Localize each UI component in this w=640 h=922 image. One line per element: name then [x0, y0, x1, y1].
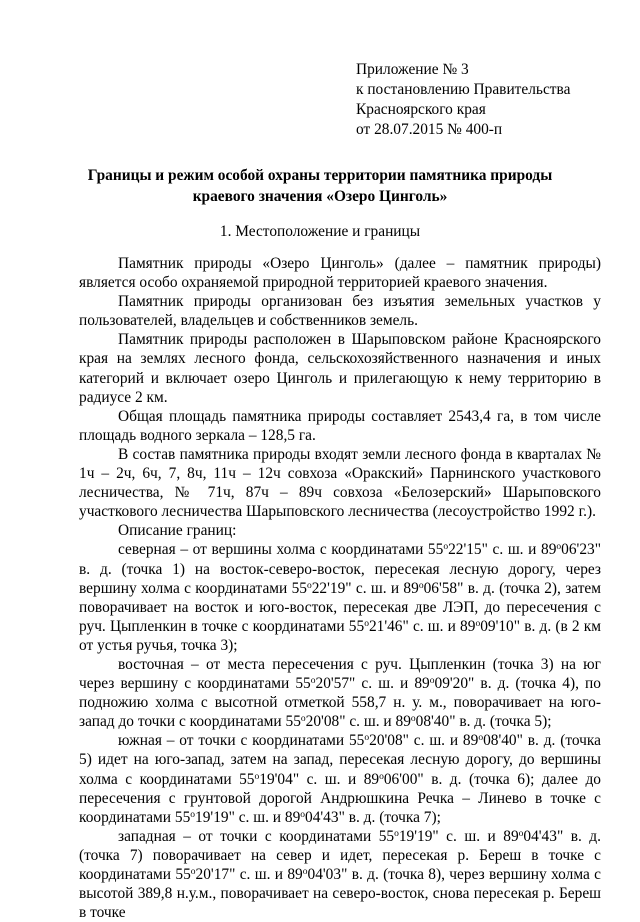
degree-sign: o [475, 618, 481, 629]
degree-sign: o [254, 771, 260, 782]
document-title-line-1: Границы и режим особой охраны территории памятника природы [87, 167, 553, 184]
degree-sign: o [190, 809, 196, 820]
paragraph-west-boundary: западная – от точки с координатами 55$^o$19'19" с. ш. и 89$^o$04'43" в. д. (точка 7) поворачивает на север и идет, пересекая р. Береш в точке с координатами 55$^o$20'17" с. ш. и 89$^o$04'03" в. д. (точка 8), через вершину холма с высотой 389,8 н.у.м., поворачивает на северо-восток, снова пересекая р. Береш в точке [79, 827, 602, 922]
degree-sign: o [478, 733, 484, 744]
appendix-date: от 28.07.2015 № 400-п [356, 121, 503, 138]
paragraph-organization: Памятник природы организован без изъятия земельных участков у пользователей, владельцев и собственников земель. [79, 293, 601, 330]
paragraph-north-boundary: северная – от вершины холма с координатами 55$^o$22'15" с. ш. и 89$^o$06'23" в. д. (точка 1) на восток-северо-восток, пересекая лесную дорогу, через вершину холма с координатами 55$^o$22'19" с. ш. и 89$^o$06'58" в. д. (точка 2), затем поворачивает на восток и юго-восток, пересекая две ЛЭП, до пересечения с руч. Цыпленкин в точке с координатами 55$^o$21'46" с. ш. и 89$^o$09'10" в. д. (в 2 км от устья ручья, точка 3); [79, 541, 602, 654]
paragraph-composition: В состав памятника природы входят земли лесного фонда в кварталах № 1ч – 2ч, 6ч, 7, 8ч, 11ч – 12ч совхоза «Оракский» Парнинского участкового лесничества, № 71ч, 87ч – 89ч совхоза «Белозерский» Шарыповского участкового лесничества Шарыповского лесничества (лесоустройство 1992 г.). [79, 445, 601, 521]
degree-sign: o [302, 867, 308, 877]
paragraph-south-boundary: южная – от точки с координатами 55$^o$20'08" с. ш. и 89$^o$08'40" в. д. (точка 5) идет на юго-запад, затем на запад, пересекая лесную дорогу, до вершины холма с координатами 55$^o$19'04" с. ш. и 89$^o$06'00" в. д. (точка 6); далее до пересечения с грунтовой дорогой Андрюшкина Речка – Линево в точке с координатами 55$^o$19'19" с. ш. и 89$^o$04'43" в. д. (точка 7); [79, 732, 602, 826]
paragraph-area: Общая площадь памятника природы составляет 2543,4 га, в том числе площадь водного зеркала – 128,5 га. [79, 407, 601, 444]
degree-sign: o [556, 542, 562, 553]
degree-sign: o [379, 771, 384, 782]
document-title [60, 166, 580, 207]
degree-sign: o [300, 809, 306, 820]
degree-sign: o [310, 676, 316, 687]
degree-sign: o [394, 828, 399, 839]
degree-sign: o [364, 618, 369, 629]
paragraph-east-boundary: восточная – от места пересечения с руч. Цыпленкин (точка 3) на юг через вершину с координатами 55$^o$20'57" с. ш. и 89$^o$09'20" в. д. (точка 4), по подножию холма с высотной отметкой 558,7 н. у. м., поворачивает на юго-запад до точки с координатами 55$^o$20'08" с. ш. и 89$^o$08'40" в. д. (точка 5); [79, 655, 601, 731]
document-body [79, 254, 601, 922]
appendix-header [356, 60, 626, 140]
appendix-number: Приложение № 3 [356, 61, 469, 78]
degree-sign: o [518, 828, 524, 839]
degree-sign: o [190, 867, 196, 877]
degree-sign: o [418, 580, 424, 591]
degree-sign: o [306, 580, 312, 591]
section-heading: 1. Местоположение и границы [219, 223, 421, 240]
paragraph-location: Памятник природы расположен в Шарыповском районе Красноярского края на землях лесного фонда, сельскохозяйственного назначения и иных категорий и включает озеро Цинголь и прилегающую к нему территорию в радиусе 2 км. [79, 331, 601, 406]
paragraph-boundaries-intro: Описание границ: [118, 522, 237, 540]
document-title-line-2: краевого значения «Озеро Цинголь» [192, 187, 448, 205]
appendix-region: Красноярского края [356, 101, 486, 118]
degree-sign: o [429, 676, 435, 687]
paragraph-status: Памятник природы «Озеро Цинголь» (далее – памятник природы) является особо охраняемой природной территорией краевого значения. [79, 255, 601, 292]
appendix-resolution: к постановлению Правительства [356, 81, 571, 98]
degree-sign: o [300, 714, 306, 725]
degree-sign: o [443, 542, 449, 553]
degree-sign: o [364, 733, 370, 744]
degree-sign: o [410, 714, 416, 725]
